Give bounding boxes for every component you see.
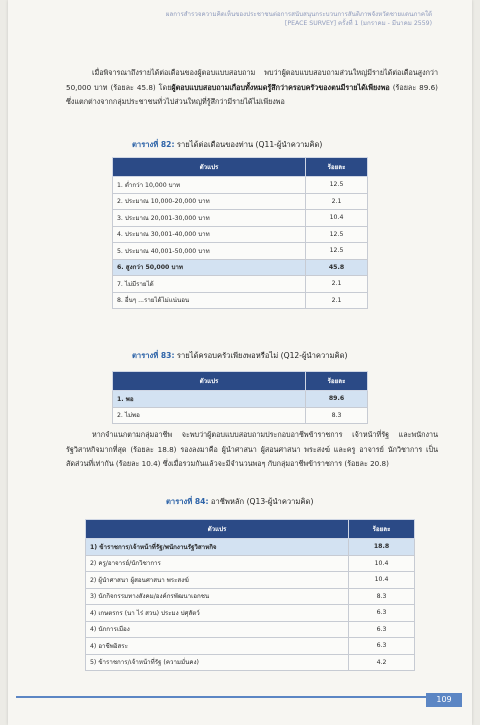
para1-bold: ผู้ตอบแบบสอบถามเกือบทั้งหมดรู้สึกว่าครอบครัวของตนมีรายได้เพียงพอ	[171, 82, 390, 92]
table83-label: ตารางที่ 83:	[132, 351, 175, 360]
table-row	[86, 572, 415, 589]
table84-title: อาชีพหลัก (Q13-ผู้นำความคิด)	[208, 497, 314, 506]
table83	[112, 371, 368, 424]
row-value: 8.3	[306, 407, 368, 424]
table-row	[86, 654, 415, 671]
row-value: 2.1	[306, 292, 368, 309]
para1-text1: เมื่อพิจารณาถึงรายได้ต่อเดือนของผู้ตอบแบบสอบถาม พบว่าผู้ตอบแบบสอบถามส่วนใหญ่มีรายได้ต่อเดือนสูงกว่า 50,000 บาท (ร้อยละ 45.8) โดย	[66, 68, 438, 92]
table-row	[113, 177, 368, 194]
table-row-highlighted	[86, 539, 415, 556]
table-row	[86, 605, 415, 622]
row-value: 18.8	[349, 539, 415, 556]
row-value: 2.1	[306, 276, 368, 293]
row-label: 2) ผู้นำศาสนา ผู้สอนศาสนา พระสงฆ์	[86, 572, 349, 589]
row-label: 3. ประมาณ 20,001-30,000 บาท	[113, 210, 306, 227]
row-label: 3) นักกิจกรรมทางสังคม/องค์กรพัฒนาเอกชน	[86, 588, 349, 605]
row-label: 2. ไม่พอ	[113, 407, 306, 424]
table83-caption	[132, 350, 347, 362]
row-value: 12.5	[306, 243, 368, 260]
table84-col-percent: ร้อยละ	[349, 520, 415, 539]
table84-label: ตารางที่ 84:	[166, 497, 209, 506]
row-label: 1. พอ	[113, 391, 306, 408]
running-header	[166, 10, 432, 28]
row-value: 10.4	[349, 572, 415, 589]
row-value: 10.4	[306, 210, 368, 227]
paragraph-income	[66, 66, 438, 110]
table-row	[113, 292, 368, 309]
table83-header-row	[113, 372, 368, 391]
table84-col-variable: ตัวแปร	[86, 520, 349, 539]
table82-title: รายได้ต่อเดือนของท่าน (Q11-ผู้นำความคิด)	[174, 140, 323, 149]
table82-header-row	[113, 158, 368, 177]
table-row-highlighted	[113, 391, 368, 408]
table-row	[113, 226, 368, 243]
document-page	[8, 0, 472, 725]
row-value: 4.2	[349, 654, 415, 671]
row-value: 6.3	[349, 638, 415, 655]
row-label: 4) นักการเมือง	[86, 621, 349, 638]
row-label: 6. สูงกว่า 50,000 บาท	[113, 259, 306, 276]
row-label: 1. ต่ำกว่า 10,000 บาท	[113, 177, 306, 194]
table82-col-percent: ร้อยละ	[306, 158, 368, 177]
row-value: 89.6	[306, 391, 368, 408]
table83-title: รายได้ครอบครัวเพียงพอหรือไม่ (Q12-ผู้นำความคิด)	[174, 351, 348, 360]
row-value: 6.3	[349, 605, 415, 622]
row-label: 8. อื่นๆ ...รายได้ไม่แน่นอน	[113, 292, 306, 309]
table82-col-variable: ตัวแปร	[113, 158, 306, 177]
row-label: 4. ประมาณ 30,001-40,000 บาท	[113, 226, 306, 243]
row-value: 12.5	[306, 226, 368, 243]
row-label: 2) ครู/อาจารย์/นักวิชาการ	[86, 555, 349, 572]
paragraph-occupation: หากจำแนกตามกลุ่มอาชีพ จะพบว่าผู้ตอบแบบสอบถามประกอบอาชีพข้าราชการ เจ้าหน้าที่รัฐ และพนักงานรัฐวิสาหกิจมากที่สุด (ร้อยละ 18.8) รองลงมาคือ ผู้นำศาสนา ผู้สอนศาสนา พระสงฆ์ และครู อาจารย์ นักวิชาการ เป็นสัดส่วนที่เท่ากัน (ร้อยละ 10.4) ซึ่งเมื่อรวมกันแล้วจะมีจำนวนพอๆ กับกลุ่มอาชีพข้าราชการ (ร้อยละ 20.8)	[66, 430, 438, 468]
table-row	[86, 588, 415, 605]
row-value: 12.5	[306, 177, 368, 194]
table82	[112, 157, 368, 309]
table-row	[86, 555, 415, 572]
table82-label: ตารางที่ 82:	[132, 140, 175, 149]
row-value: 2.1	[306, 193, 368, 210]
table-row	[113, 210, 368, 227]
footer-rule	[16, 696, 426, 698]
page-number: 109	[426, 693, 462, 707]
table84	[85, 519, 415, 671]
table-row	[86, 621, 415, 638]
row-label: 5) ข้าราชการ/เจ้าหน้าที่รัฐ (ความมั่นคง)	[86, 654, 349, 671]
table-row	[113, 276, 368, 293]
para1-text2: (ร้อยละ 89.6) ซึ่งแตกต่างจากกลุ่มประชาชนทั่วไปส่วนใหญ่ที่รู้สึกว่ามีรายได้ไม่เพียงพอ	[66, 82, 438, 106]
table83-col-variable: ตัวแปร	[113, 372, 306, 391]
header-line1: ผลการสำรวจความคิดเห็นของประชาชนต่อการสนับสนุนกระบวนการสันติภาพจังหวัดชายแดนภาคใต้	[165, 11, 432, 18]
row-label: 5. ประมาณ 40,001-50,000 บาท	[113, 243, 306, 260]
table-row	[86, 638, 415, 655]
row-value: 6.3	[349, 621, 415, 638]
row-label: 4) อาชีพอิสระ	[86, 638, 349, 655]
row-label: 4) เกษตรกร (นา ไร่ สวน) ประมง ปศุสัตว์	[86, 605, 349, 622]
row-value: 10.4	[349, 555, 415, 572]
row-value: 45.8	[306, 259, 368, 276]
row-label: 2. ประมาณ 10,000-20,000 บาท	[113, 193, 306, 210]
row-label: 7. ไม่มีรายได้	[113, 276, 306, 293]
table-row-highlighted	[113, 259, 368, 276]
table-row	[113, 243, 368, 260]
table-row	[113, 407, 368, 424]
table84-caption	[166, 496, 313, 508]
table82-caption	[132, 139, 322, 151]
table84-header-row	[86, 520, 415, 539]
row-label: 1) ข้าราชการ/เจ้าหน้าที่รัฐ/พนักงานรัฐวิสาหกิจ	[86, 539, 349, 556]
header-line2: [PEACE SURVEY] ครั้งที่ 1 (มกราคม - มีนาคม 2559)	[284, 20, 432, 27]
table-row	[113, 193, 368, 210]
row-value: 8.3	[349, 588, 415, 605]
table83-col-percent: ร้อยละ	[306, 372, 368, 391]
